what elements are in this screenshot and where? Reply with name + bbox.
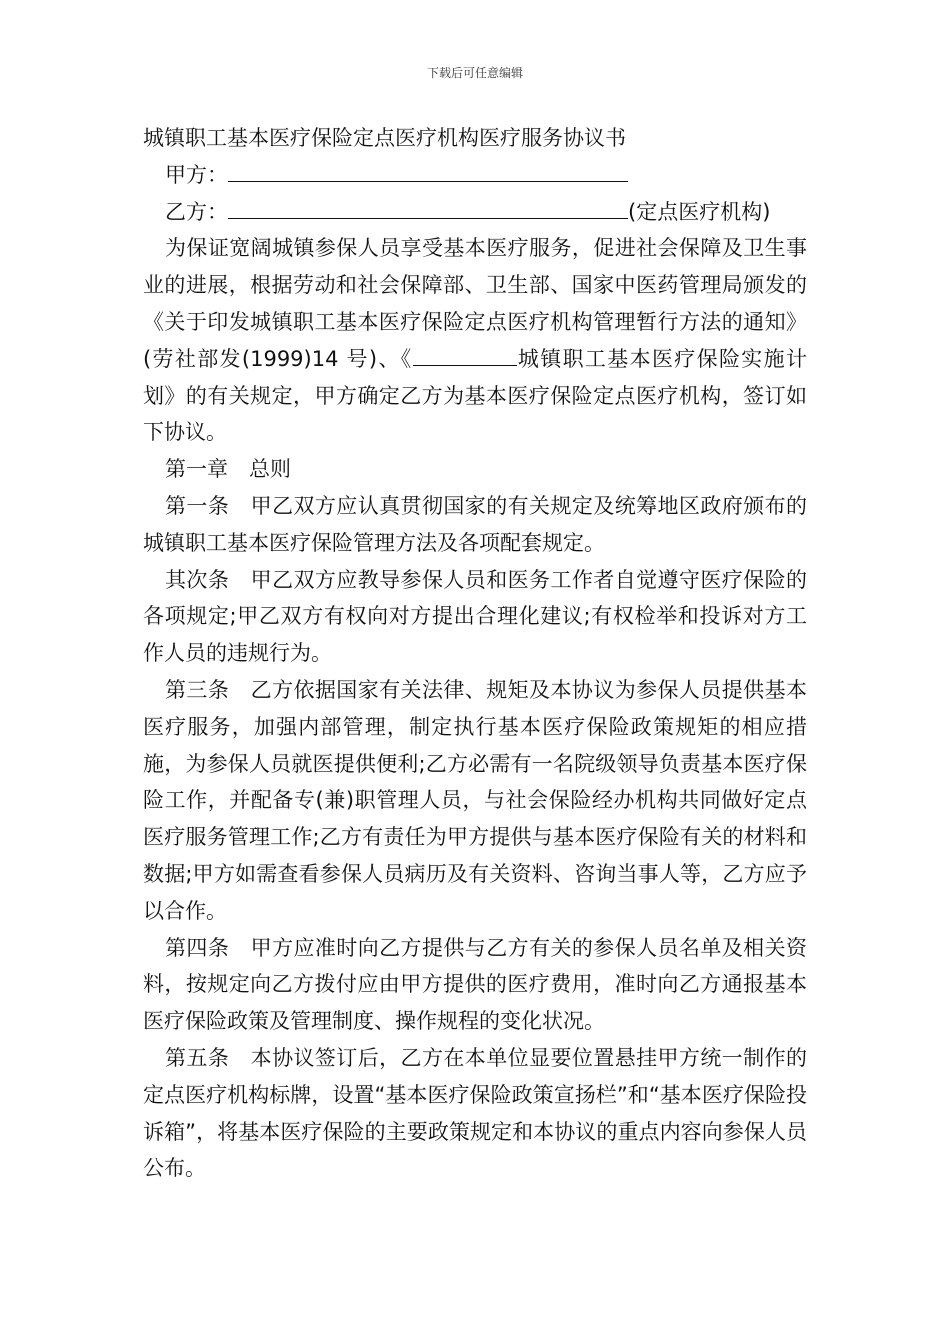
party-a-label: 甲方： bbox=[165, 162, 228, 187]
plan-name-blank[interactable] bbox=[413, 343, 517, 366]
article-3: 第三条 乙方依据国家有关法律、规矩及本协议为参保人员提供基本医疗服务，加强内部管理，制定执行基本医疗保险政策规矩的相应措施，为参保人员就医提供便利;乙方必需有一名院级领导负责基本医疗保险工作，并配备专(兼)职管理人员，与社会保险经办机构共同做好定点医疗服务管理工作;乙方有责任为甲方提供与基本医疗保险有关的材料和数据;甲方如需查看参保人员病历及有关资料、咨询当事人等，乙方应予以合作。 bbox=[143, 677, 807, 923]
intro-text-1: 为保证宽阔城镇参保人员享受基本医疗服务，促进社会保障及卫生事业的进展，根据劳动和社会保障部、卫生部、国家中医药管理局颁发的《关于印发城镇职工基本医疗保险定点医疗机构管理暂行方法的通知》(劳社部发(1999)14 号)、《 bbox=[143, 236, 807, 371]
party-b-blank[interactable] bbox=[228, 196, 628, 219]
article-5: 第五条 本协议签订后，乙方在本单位显要位置悬挂甲方统一制作的定点医疗机构标牌，设置“基本医疗保险政策宣扬栏”和“基本医疗保险投诉箱”，将基本医疗保险的主要政策规定和本协议的重点内容向参保人员公布。 bbox=[143, 1045, 807, 1181]
document-body bbox=[143, 120, 807, 1187]
chapter-heading: 第一章 总则 bbox=[165, 457, 291, 482]
party-b-label: 乙方： bbox=[165, 199, 228, 224]
article-4: 第四条 甲方应准时向乙方提供与乙方有关的参保人员名单及相关资料，按规定向乙方拨付应由甲方提供的医疗费用，准时向乙方通报基本医疗保险政策及管理制度、操作规程的变化状况。 bbox=[143, 935, 807, 1034]
page-header: 下载后可任意编辑 bbox=[426, 66, 523, 80]
intro-text-2: 城镇职工基本医疗保险实施计划》的有关规定，甲方确定乙方为基本医疗保险定点医疗机构，签订如下协议。 bbox=[143, 346, 807, 445]
document-title: 城镇职工基本医疗保险定点医疗机构医疗服务协议书 bbox=[143, 126, 626, 150]
party-b-suffix: (定点医疗机构) bbox=[628, 199, 771, 224]
intro-paragraph bbox=[143, 230, 807, 451]
party-a-blank[interactable] bbox=[228, 159, 628, 182]
party-a-line bbox=[143, 157, 807, 194]
article-1: 第一条 甲乙双方应认真贯彻国家的有关规定及统筹地区政府颁布的城镇职工基本医疗保险管理方法及各项配套规定。 bbox=[143, 493, 807, 555]
party-b-line bbox=[143, 194, 807, 231]
article-2: 其次条 甲乙双方应教导参保人员和医务工作者自觉遵守医疗保险的各项规定;甲乙双方有权向对方提出合理化建议;有权检举和投诉对方工作人员的违规行为。 bbox=[143, 567, 807, 666]
